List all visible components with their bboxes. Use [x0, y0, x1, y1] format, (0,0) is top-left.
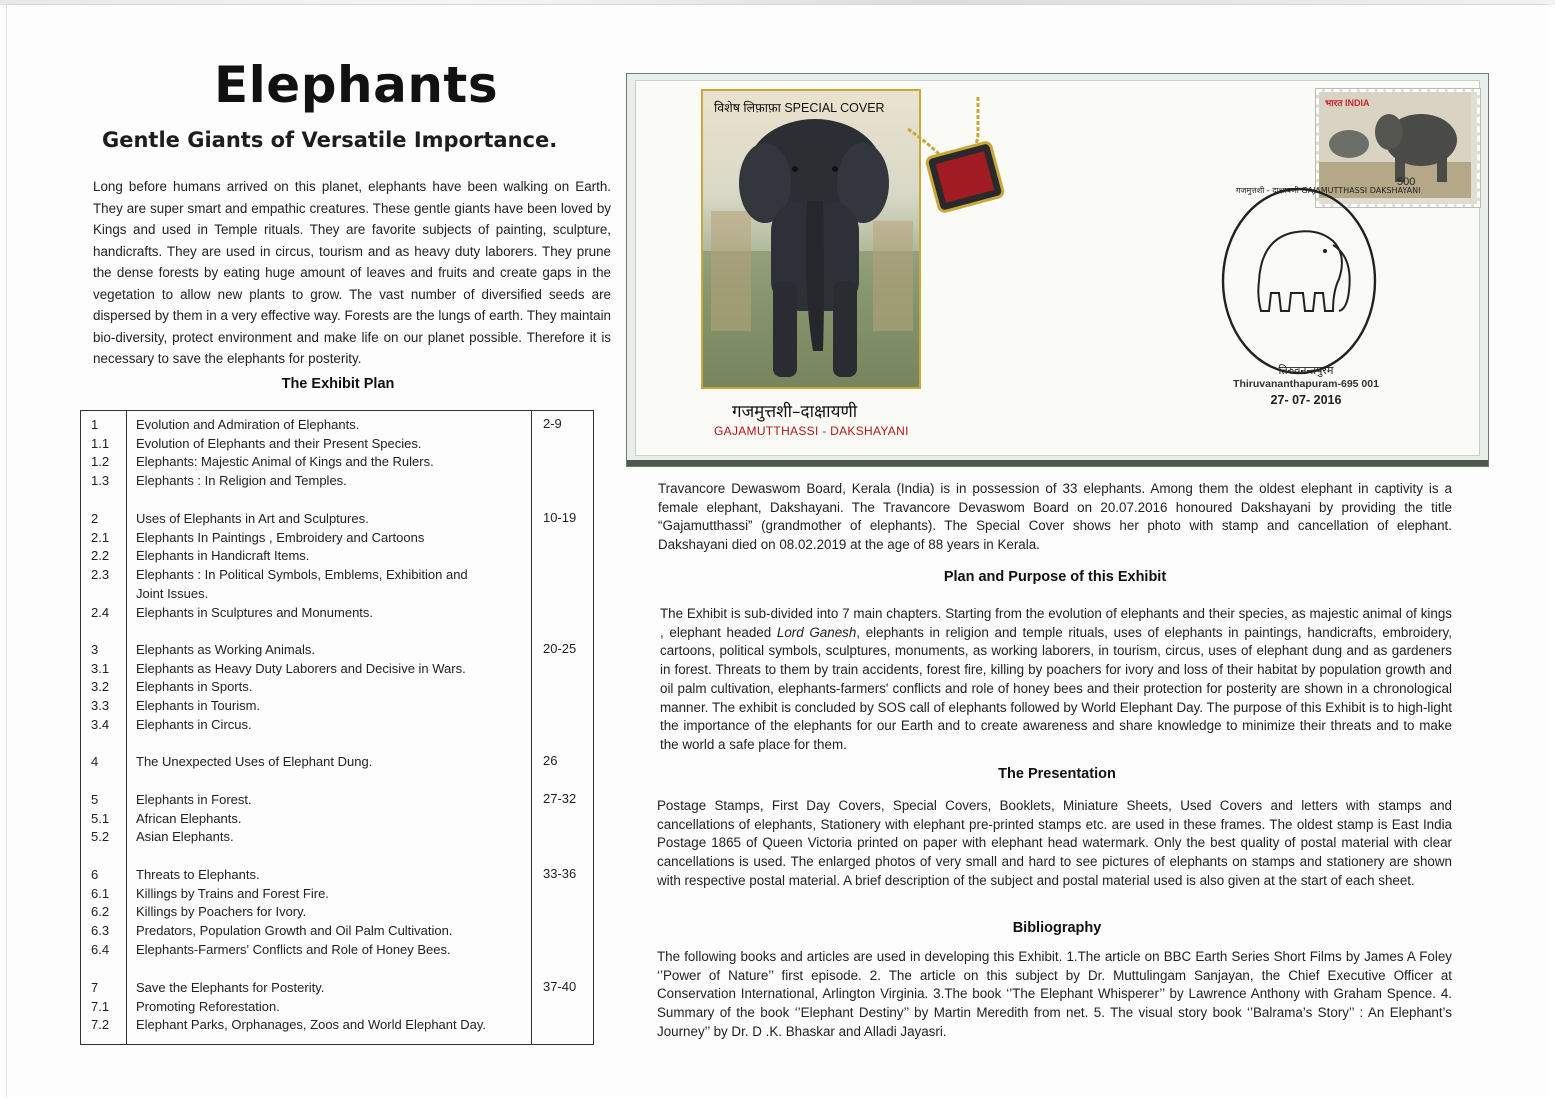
page-subtitle: Gentle Giants of Versatile Importance.: [102, 128, 558, 152]
table-row: 3.1 Elephants as Heavy Duty Laborers and Decisive in Wars.: [91, 660, 466, 676]
table-row: 6.4 Elephants-Farmers' Conflicts and Role of Honey Bees.: [91, 941, 451, 957]
page-title: Elephants: [214, 56, 499, 114]
table-row: 3.4 Elephants in Circus.: [91, 716, 252, 732]
cancel-place: Thiruvananthapuram-695 001: [1233, 378, 1379, 390]
stamp-country: भारत INDIA: [1325, 98, 1370, 108]
table-row: 2.4 Elephants in Sculptures and Monuments.: [91, 604, 374, 620]
intro-paragraph: Long before humans arrived on this planet, elephants have been walking on Earth. They are super smart and empathic creatures. These gentle giants have been loved by Kings and used in Temple rituals. They are favorite subjects of painting, sculpture, handicrafts. They are used in circus, tourism and as heavy duty laborers. They prune the dense forests by eating huge amount of leaves and fruits and create gaps in the vegetation to allow new plants to grow. The vast number of diversified seeds are dispersed by them in a very effective way. Forests are the lungs of earth. They maintain bio-diversity, protect environment and make life on our planet possible. Therefore it is necessary to save the elephants for posterity.: [93, 179, 611, 366]
table-row: 6 Threats to Elephants.: [91, 867, 260, 882]
cover-name-english: GAJAMUTTHASSI - DAKSHAYANI: [714, 424, 909, 438]
table-row: 3.3 Elephants in Tourism.: [91, 698, 261, 714]
cover-description: Travancore Dewaswom Board, Kerala (India) is in possession of 33 elephants. Among them the oldest elephant in captivity is a female elephant, Dakshayani. The Travancore Devaswom Board on 20.07.2016 honoured Dakshayani by providing the title “Gajamutthassi” (grandmother of elephants). The Special Cover shows her photo with stamp and cancellation of elephant. Dakshayani died on 08.02.2019 at the age of 88 years in Kerala.: [658, 481, 1452, 553]
bibliography-paragraph: The following books and articles are used in developing this Exhibit. 1.The article on BBC Earth Series Short Films by James A Foley ‘’Power of Nature’’ first episode. 2. The article on this subject by Dr. Muttulingam Sanjayan, the Chief Executive Officer at Conservation International, Arlington Virginia. 3.The book ‘’The Elephant Whisperer’’ by Lawrence Anthony with Graham Spence. 4. Summary of the book ‘’Elephant Destiny’’ by Martin Meredith from net. 5. The visual story book ‘’Balrama’s Story’’ : An Elephant’s Journey’’ by Dr. D .K. Bhaskar and Alladi Jayasri.: [657, 949, 1452, 1039]
chapter-pages: 26: [543, 753, 558, 768]
chapter-pages: 33-36: [543, 866, 577, 881]
cancel-place-hindi: तिरुवनन्तपुरम: [1278, 364, 1334, 377]
presentation-heading: The Presentation: [998, 766, 1116, 782]
exhibit-plan-table: [80, 410, 594, 1045]
table-row: 5 Elephants in Forest.: [91, 792, 252, 807]
pendant-chain-icon: [908, 93, 1018, 233]
table-row: 1.2 Elephants: Majestic Animal of Kings and the Rulers.: [91, 454, 434, 470]
table-row: 6.3 Predators, Population Growth and Oil Palm Cultivation.: [91, 923, 453, 939]
special-cover-frame: [626, 73, 1489, 467]
chapter-pages: 37-40: [543, 979, 577, 994]
elephant-photo-art: [703, 91, 919, 387]
stamp-value: 500: [1397, 176, 1416, 188]
chapter-5: [81, 791, 593, 847]
special-cover-label: विशेष लिफ़ाफ़ा SPECIAL COVER: [714, 101, 885, 115]
table-row: 5.1 African Elephants.: [91, 810, 242, 826]
chapter-7: [81, 979, 593, 1035]
table-row: 3 Elephants as Working Animals.: [91, 642, 315, 657]
cancel-arc-text: [1232, 183, 1421, 211]
plan-purpose-paragraph: The Exhibit is sub-divided into 7 main chapters. Starting from the evolution of elephants and their species, as majestic animal of kings , elephant headed Lord Ganesh, elephants in religion and temple rituals, uses of elephants in paintings, handicrafts, embroidery, cartoons, political symbols, sculptures, monuments, as working laborers, in tourism, circus, uses of elephant dung and as gardeners in forest. Threats to them by train accidents, forest fire, killing by poachers for ivory and loss of their habitat by population growth and oil palm cultivation, elephants-farmers' conflicts and role of honey bees and their protection for posterity are shown in a chronological manner. The exhibit is concluded by SOS call of elephants followed by World Elephant Day. The purpose of this Exhibit is to high-light the importance of the elephants for our Earth and to create awareness and share knowledge to minimize their threats and to make the world a safe place for them.: [660, 606, 1452, 752]
presentation-paragraph: Postage Stamps, First Day Covers, Special Covers, Booklets, Miniature Sheets, Used Covers and letters with stamps and cancellations of elephants, Stationery with elephant pre-printed stamps etc. are used in these frames. The oldest stamp is East India Postage 1865 of Queen Victoria printed on paper with elephant head watermark. Only the best quality of postal material with clear cancellations is used. The enlarged photos of very small and hard to see pictures of elephants on stamps and stationery are shown with respective postal material. A brief description of the subject and postal material used is also given at the start of each sheet.: [657, 798, 1452, 888]
chapter-pages: 20-25: [543, 641, 577, 656]
table-row: 2 Uses of Elephants in Art and Sculptures.: [91, 511, 369, 526]
cancel-date: 27- 07- 2016: [1270, 393, 1342, 407]
table-row: 2.1 Elephants In Paintings , Embroidery and Cartoons: [91, 529, 425, 545]
elephant-photo: [701, 89, 921, 389]
bibliography-heading: Bibliography: [1012, 920, 1102, 936]
table-row: 5.2 Asian Elephants.: [91, 829, 234, 845]
table-row: 6.1 Killings by Trains and Forest Fire.: [91, 885, 329, 901]
table-row: 2.2 Elephants in Handicraft Items.: [91, 548, 310, 564]
table-row: 6.2 Killings by Poachers for Ivory.: [91, 904, 307, 920]
cover-name-hindi: गजमुत्तशी–दाक्षायणी: [732, 402, 858, 422]
special-cover: [635, 80, 1480, 456]
exhibit-plan-heading: The Exhibit Plan: [281, 376, 395, 392]
chapter-1: [81, 416, 593, 491]
chapter-4: [81, 753, 593, 772]
table-row: 1 Evolution and Admiration of Elephants.: [91, 417, 360, 432]
chapter-3: [81, 641, 593, 735]
table-row: 1.3 Elephants : In Religion and Temples.: [91, 473, 347, 489]
table-row: 4 The Unexpected Uses of Elephant Dung.: [91, 754, 373, 769]
chapter-pages: 10-19: [543, 510, 577, 525]
chapter-6: [81, 866, 593, 960]
table-row: Joint Issues.: [136, 585, 209, 601]
table-row: 7.2 Elephant Parks, Orphanages, Zoos and World Elephant Day.: [91, 1017, 486, 1033]
chapter-pages: 2-9: [543, 416, 562, 431]
table-row: 7 Save the Elephants for Posterity.: [91, 980, 325, 995]
table-row: 7.1 Promoting Reforestation.: [91, 998, 280, 1014]
table-row: 1.1 Evolution of Elephants and their Present Species.: [91, 435, 422, 451]
table-row: 3.2 Elephants in Sports.: [91, 679, 253, 695]
table-row: 2.3 Elephants : In Political Symbols, Emblems, Exhibition and: [91, 567, 468, 583]
cancel-text: गजमुत्तशी - दाक्षायणी GAJAMUTTHASSI DAKSHAYANI: [1236, 186, 1421, 195]
plan-purpose-heading: Plan and Purpose of this Exhibit: [943, 569, 1167, 585]
chapter-pages: 27-32: [543, 791, 577, 806]
chapter-2: [81, 510, 593, 622]
cover-bottom-band: [627, 460, 1488, 466]
